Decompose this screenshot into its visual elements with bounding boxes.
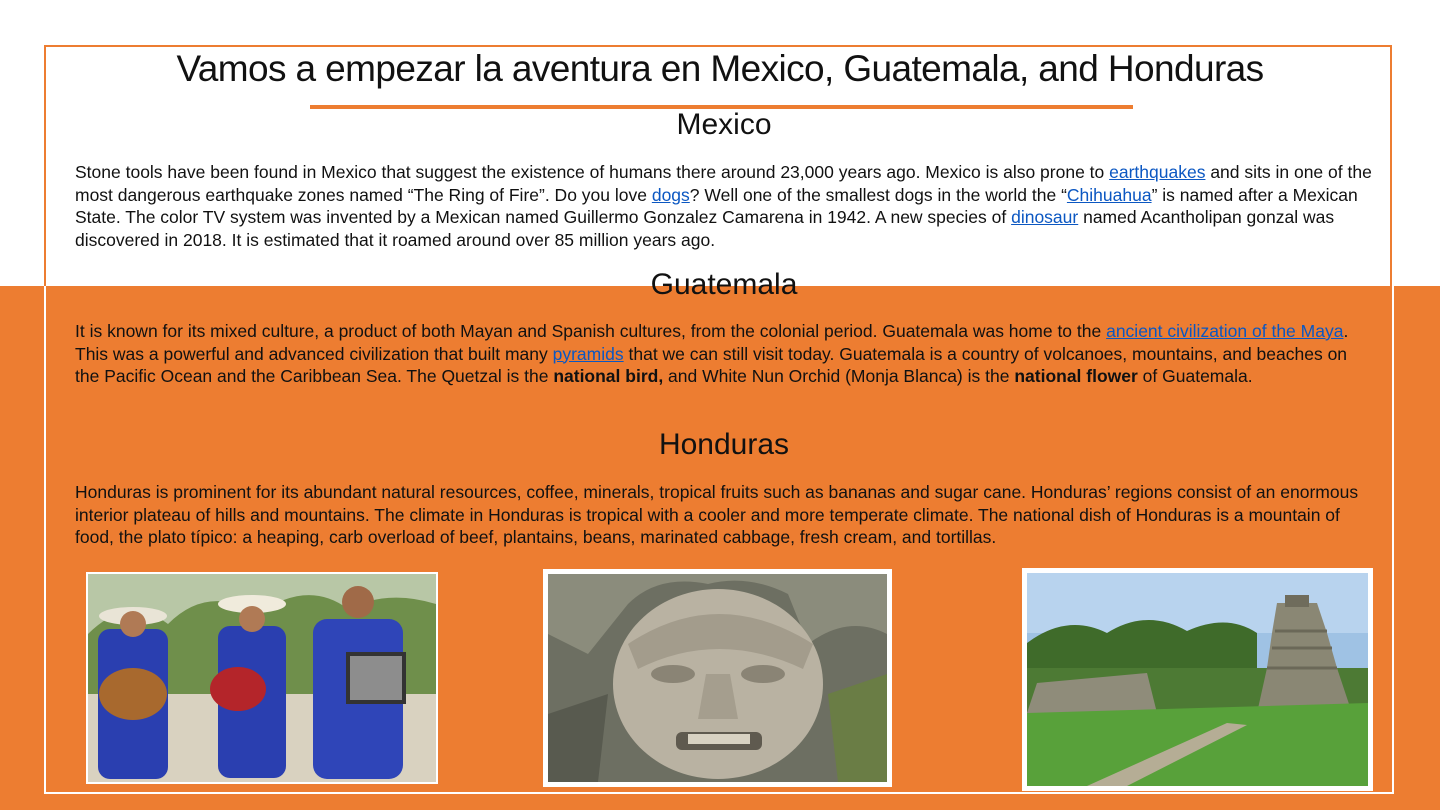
link-ancient-maya[interactable]: ancient civilization of the Maya: [1106, 321, 1344, 341]
heading-guatemala: Guatemala: [650, 268, 798, 301]
text-run: ? Well one of the smallest dogs in the world the “: [689, 184, 1067, 205]
text-run: and White Nun Orchid (Monja Blanca) is the: [663, 366, 1015, 386]
link-dinosaur[interactable]: dinosaur: [1011, 207, 1079, 227]
photo-tikal-pyramid: [1022, 568, 1373, 791]
text-run: named Acantholipan gonzal was discovered in 2018. It is estimated that it roamed around over 85 million years ago.: [75, 207, 1335, 250]
slide-title: Vamos a empezar la aventura en Mexico, Guatemala, and Honduras: [176, 48, 1264, 89]
bold-national-flower: national flower: [1014, 366, 1138, 386]
link-dogs[interactable]: dogs: [651, 184, 690, 205]
heading-honduras: Honduras: [658, 428, 790, 461]
paragraph-honduras: Honduras is prominent for its abundant natural resources, coffee, minerals, tropical fruits such as bananas and sugar cane. Honduras’ regions consist of an enormous interior plateau of hills and mountains. The climate in Honduras is tropical with a cooler and more temperate climate. The national dish of Honduras is a mountain of food, the plato típico: a heaping, carb overload of beef, plantains, beans, marinated cabbage, fresh cream, and tortillas.: [75, 482, 1359, 547]
photo-stone-maya-head: [543, 569, 892, 787]
text-run: Stone tools have been found in Mexico that suggest the existence of humans there around 23,000 years ago. Mexico is also prone to: [75, 162, 1110, 182]
heading-mexico: Mexico: [676, 108, 772, 141]
text-run: that we can still visit today. Guatemala is a country of volcanoes, mountains, and beaches on the Pacific Ocean and the Caribbean Sea. The Quetzal is the: [75, 343, 1348, 386]
text-run: of Guatemala.: [1137, 366, 1253, 386]
text-run: . This was a powerful and advanced civilization that built many: [75, 321, 1349, 364]
paragraph-guatemala: [75, 320, 1375, 388]
link-earthquakes[interactable]: earthquakes: [1109, 162, 1206, 182]
link-pyramids[interactable]: pyramids: [552, 343, 624, 364]
bold-national-bird: national bird,: [553, 366, 664, 386]
paragraph-mexico: [75, 161, 1375, 251]
text-run: It is known for its mixed culture, a product of both Mayan and Spanish cultures, from the colonial period. Guatemala was home to the: [75, 321, 1107, 341]
photo-mariachi-musicians: [86, 572, 438, 784]
link-chihuahua[interactable]: Chihuahua: [1066, 184, 1152, 205]
text-run: ” is named after a Mexican State. The color TV system was invented by a Mexican named Guillermo Gonzalez Camarena in 1942. A new species of: [75, 184, 1358, 227]
text-run: and sits in one of the most dangerous earthquake zones named “The Ring of Fire”. Do you love: [75, 162, 1372, 205]
